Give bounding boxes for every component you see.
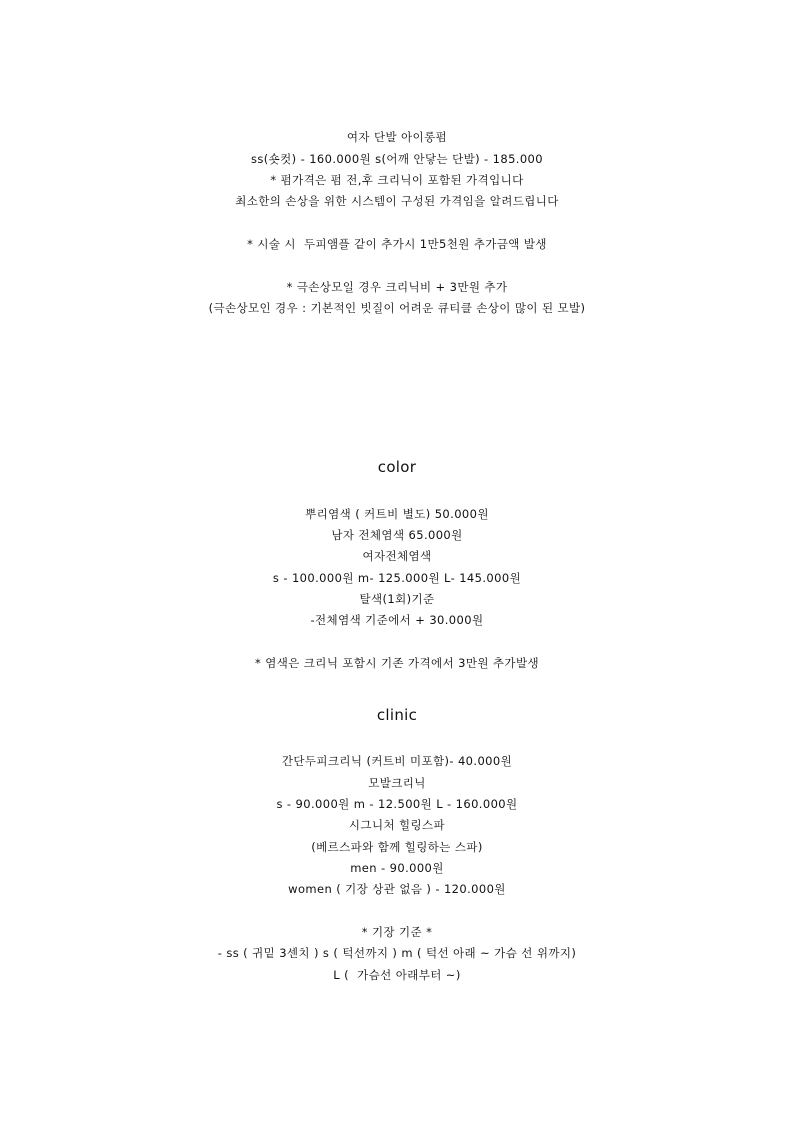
color-note-line: * 염색은 크리닉 포함시 기존 가격에서 3만원 추가발생 <box>255 656 539 670</box>
clinic-heading: clinic <box>376 706 418 724</box>
perm-note-line: 최소한의 손상을 위한 시스템이 구성된 가격임을 알려드립니다 <box>235 194 559 208</box>
perm-note-line: * 펌가격은 펌 전,후 크리닉이 포함된 가격입니다 <box>270 173 524 187</box>
clinic-price-line: 시그니처 힐링스파 <box>348 818 446 832</box>
clinic-price-line: men - 90.000원 <box>350 861 444 875</box>
perm-price-line: ss(숏컷) - 160.000원 s(어깨 안닿는 단발) - 185.000 <box>250 152 543 166</box>
color-price-line: 탈색(1회)기준 <box>359 592 435 606</box>
clinic-price-line: 간단두피크리닉 (커트비 미포함)- 40.000원 <box>281 754 513 768</box>
color-heading: color <box>377 458 417 476</box>
length-guide-line: L ( 가슴선 아래부터 ~) <box>333 968 461 982</box>
color-price-line: 뿌리염색 ( 커트비 별도) 50.000원 <box>305 507 489 521</box>
clinic-price-line: 모발크리닉 <box>368 776 426 790</box>
perm-note-line: * 극손상모일 경우 크리닉비 + 3만원 추가 <box>286 280 508 294</box>
length-guide-line: - ss ( 귀밑 3센치 ) s ( 턱선까지 ) m ( 턱선 아래 ~ 가슴 선 위까지) <box>217 946 577 960</box>
perm-note-line: * 시술 시 두피앰플 같이 추가시 1만5천원 추가금액 발생 <box>247 237 547 251</box>
color-price-line: -전체염색 기준에서 + 30.000원 <box>310 613 484 627</box>
clinic-price-line: (베르스파와 함께 힐링하는 스파) <box>311 840 483 854</box>
clinic-price-line: s - 90.000원 m - 12.500원 L - 160.000원 <box>276 797 518 811</box>
perm-title: 여자 단발 아이롱펌 <box>346 130 448 144</box>
color-price-line: 여자전체염색 <box>362 549 432 563</box>
length-guide-title: * 기장 기준 * <box>361 925 433 939</box>
color-price-line: 남자 전체염색 65.000원 <box>331 528 463 542</box>
color-price-line: s - 100.000원 m- 125.000원 L- 145.000원 <box>272 571 522 585</box>
perm-note-line: (극손상모인 경우 : 기본적인 빗질이 어려운 큐티클 손상이 많이 된 모발) <box>208 301 586 315</box>
clinic-price-line: women ( 기장 상관 없음 ) - 120.000원 <box>288 882 506 896</box>
